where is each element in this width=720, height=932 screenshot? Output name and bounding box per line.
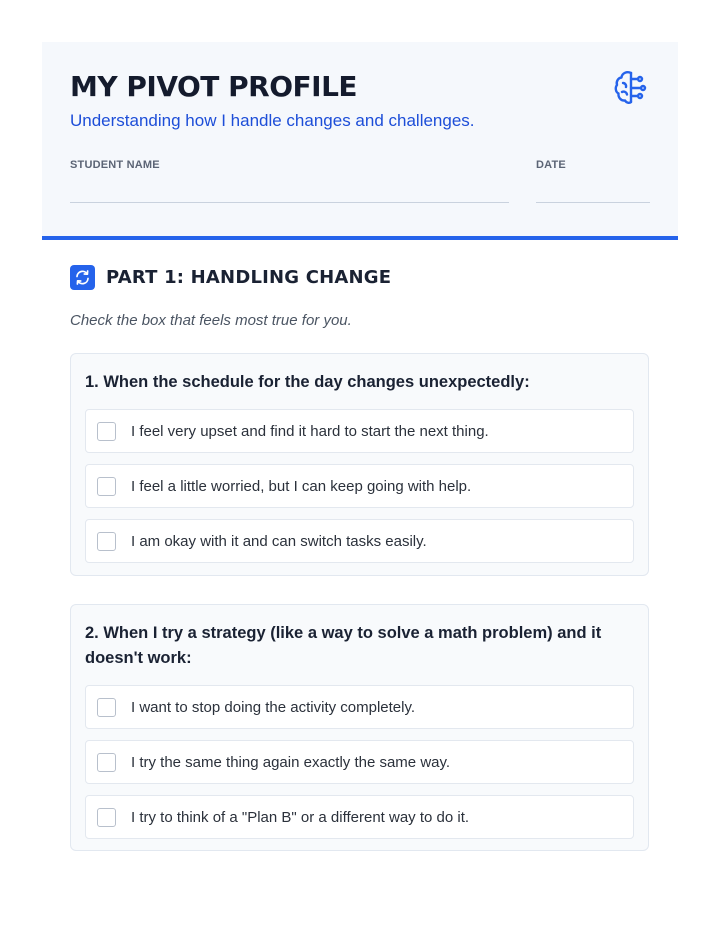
answer-option[interactable] <box>85 519 634 563</box>
question-text: 2. When I try a strategy (like a way to solve a math problem) and it doesn't work: <box>85 624 602 667</box>
checkbox[interactable] <box>97 422 116 441</box>
question-card <box>70 353 649 576</box>
date-label: DATE <box>536 159 566 171</box>
option-label: I feel a little worried, but I can keep going with help. <box>131 477 472 495</box>
brain-icon <box>614 70 648 106</box>
question-card <box>70 604 649 851</box>
checkbox[interactable] <box>97 808 116 827</box>
student-name-field[interactable] <box>70 158 509 172</box>
checkbox[interactable] <box>97 698 116 717</box>
date-line[interactable] <box>536 202 650 203</box>
student-info-fields <box>70 158 650 206</box>
answer-option[interactable] <box>85 795 634 839</box>
option-label: I am okay with it and can switch tasks easily. <box>131 532 427 550</box>
answer-option[interactable] <box>85 685 634 729</box>
checkbox[interactable] <box>97 753 116 772</box>
option-label: I feel very upset and find it hard to start the next thing. <box>131 422 489 440</box>
date-field[interactable] <box>536 158 650 172</box>
header-panel <box>42 42 678 240</box>
answer-option[interactable] <box>85 409 634 453</box>
instruction-text: Check the box that feels most true for you. <box>70 312 352 329</box>
worksheet-page <box>42 42 678 826</box>
student-name-line[interactable] <box>70 202 509 203</box>
checkbox[interactable] <box>97 477 116 496</box>
refresh-icon <box>70 265 95 290</box>
page-subtitle: Understanding how I handle changes and challenges. <box>70 111 475 130</box>
option-label: I want to stop doing the activity completely. <box>131 698 416 716</box>
page-title: MY PIVOT PROFILE <box>70 70 358 103</box>
answer-option[interactable] <box>85 740 634 784</box>
option-label: I try the same thing again exactly the same way. <box>131 753 451 771</box>
checkbox[interactable] <box>97 532 116 551</box>
option-label: I try to think of a "Plan B" or a different way to do it. <box>131 808 470 826</box>
question-text: 1. When the schedule for the day changes unexpectedly: <box>85 373 530 391</box>
section-heading <box>70 264 391 290</box>
section-title: PART 1: HANDLING CHANGE <box>106 266 392 288</box>
answer-option[interactable] <box>85 464 634 508</box>
student-name-label: STUDENT NAME <box>70 159 160 171</box>
